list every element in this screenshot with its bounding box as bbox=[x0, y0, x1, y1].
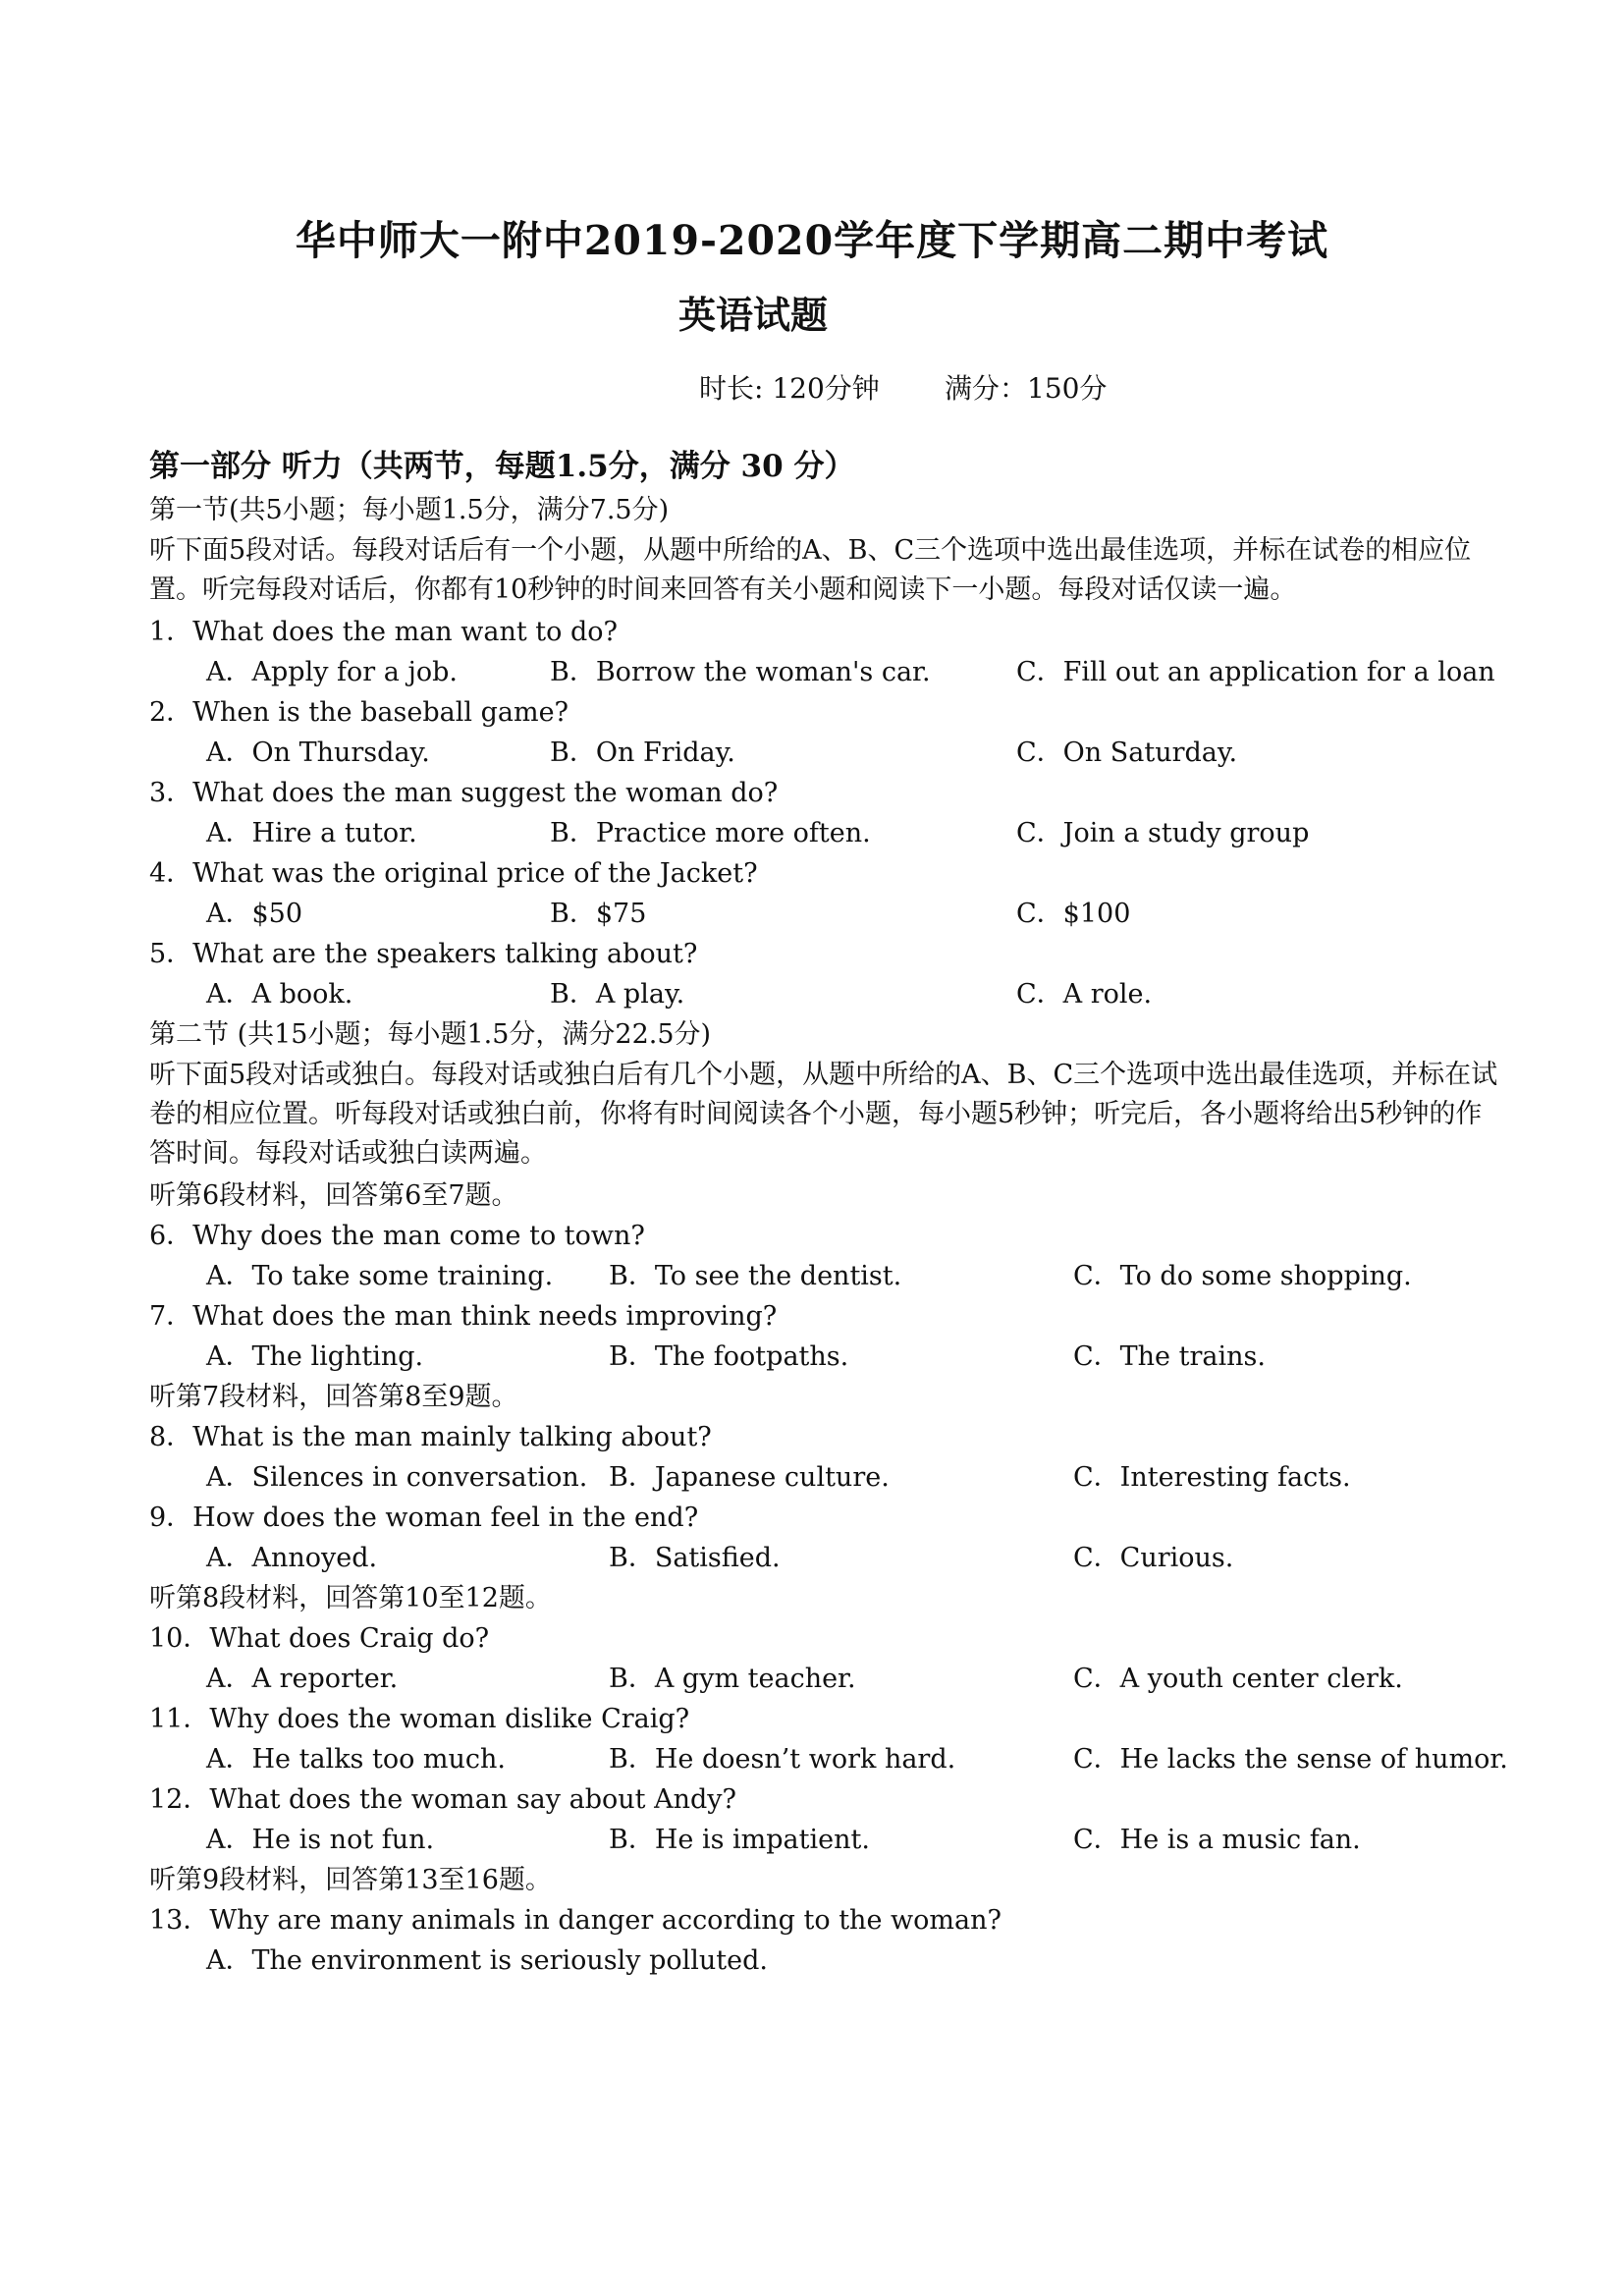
question-10: 10．What does Craig do? bbox=[149, 1623, 490, 1654]
q4-option-b: B．$75 bbox=[550, 899, 647, 929]
q5-option-b: B．A play. bbox=[550, 979, 685, 1010]
question-1: 1．What does the man want to do? bbox=[149, 617, 619, 647]
material-10-12: 听第8段材料，回答第10至12题。 bbox=[149, 1583, 552, 1613]
q4-option-a: A．$50 bbox=[206, 899, 303, 929]
q2-option-c: C．On Saturday. bbox=[1016, 738, 1238, 768]
q5-option-a: A．A book. bbox=[206, 979, 353, 1010]
exam-score: 满分：150分 bbox=[945, 372, 1108, 405]
exam-subject: 英语试题 bbox=[677, 293, 828, 337]
q9-option-a: A．Annoyed. bbox=[206, 1543, 378, 1573]
q11-option-b: B．He doesn’t work hard. bbox=[609, 1744, 956, 1775]
q3-option-c: C．Join a study group bbox=[1016, 818, 1310, 848]
q2-option-b: B．On Friday. bbox=[550, 738, 735, 768]
section2-instructions: 听下面5段对话或独白。每段对话或独白后有几个小题，从题中所给的A、B、C三个选项中选出最佳选项，并标在试卷的相应位置。听每段对话或独白前，你将有时间阅读各个小题，每小题5秒钟；听完后，各小题将给出5秒钟的作答时间。每段对话或独白读两遍。 bbox=[149, 1060, 1498, 1169]
q6-option-c: C．To do some shopping. bbox=[1073, 1261, 1412, 1291]
q2-option-a: A．On Thursday. bbox=[206, 738, 430, 768]
section1-heading: 第一节(共5小题；每小题1.5分，满分7.5分) bbox=[149, 495, 670, 525]
question-3: 3．What does the man suggest the woman do? bbox=[149, 778, 779, 808]
question-9: 9．How does the woman feel in the end? bbox=[149, 1503, 699, 1533]
section2-heading: 第二节 (共15小题；每小题1.5分，满分22.5分) bbox=[149, 1019, 712, 1050]
question-6: 6．Why does the man come to town? bbox=[149, 1221, 645, 1251]
q11-option-a: A．He talks too much. bbox=[206, 1744, 507, 1775]
q6-option-b: B．To see the dentist. bbox=[609, 1261, 902, 1291]
q12-option-c: C．He is a music fan. bbox=[1073, 1825, 1361, 1855]
q11-option-c: C．He lacks the sense of humor. bbox=[1073, 1744, 1508, 1775]
question-12: 12．What does the woman say about Andy? bbox=[149, 1784, 736, 1815]
q12-option-a: A．He is not fun. bbox=[206, 1825, 435, 1855]
section1-instructions: 听下面5段对话。每段对话后有一个小题，从题中所给的A、B、C三个选项中选出最佳选项，并标在试卷的相应位置。听完每段对话后，你都有10秒钟的时间来回答有关小题和阅读下一小题。每段对话仅读一遍。 bbox=[149, 535, 1472, 605]
question-5: 5．What are the speakers talking about? bbox=[149, 939, 698, 969]
q7-option-a: A．The lighting. bbox=[206, 1341, 424, 1372]
q7-option-c: C．The trains. bbox=[1073, 1341, 1266, 1372]
material-13-16: 听第9段材料，回答第13至16题。 bbox=[149, 1865, 552, 1895]
q5-option-c: C．A role. bbox=[1016, 979, 1153, 1010]
material-8-9: 听第7段材料，回答第8至9题。 bbox=[149, 1382, 518, 1412]
q10-option-c: C．A youth center clerk. bbox=[1073, 1664, 1403, 1694]
q8-option-a: A．Silences in conversation. bbox=[206, 1462, 588, 1493]
q7-option-b: B．The footpaths. bbox=[609, 1341, 849, 1372]
question-13: 13．Why are many animals in danger according to the woman? bbox=[149, 1905, 1001, 1936]
q6-option-a: A．To take some training. bbox=[206, 1261, 554, 1291]
q1-option-c: C．Fill out an application for a loan bbox=[1016, 657, 1495, 687]
q13-option-a: A．The environment is seriously polluted. bbox=[206, 1945, 768, 1976]
question-8: 8．What is the man mainly talking about? bbox=[149, 1422, 712, 1452]
part1-heading: 第一部分 听力（共两节，每题1.5分，满分 30 分） bbox=[149, 449, 855, 484]
q1-option-a: A．Apply for a job. bbox=[206, 657, 458, 687]
q9-option-c: C．Curious. bbox=[1073, 1543, 1234, 1573]
exam-duration: 时长: 120分钟 bbox=[699, 372, 880, 405]
q8-option-b: B．Japanese culture. bbox=[609, 1462, 890, 1493]
q1-option-b: B．Borrow the woman's car. bbox=[550, 657, 931, 687]
q10-option-b: B．A gym teacher. bbox=[609, 1664, 856, 1694]
material-6-7: 听第6段材料，回答第6至7题。 bbox=[149, 1180, 518, 1211]
question-4: 4．What was the original price of the Jacket? bbox=[149, 858, 758, 889]
q8-option-c: C．Interesting facts. bbox=[1073, 1462, 1351, 1493]
q3-option-a: A．Hire a tutor. bbox=[206, 818, 417, 848]
exam-title: 华中师大一附中2019-2020学年度下学期高二期中考试 bbox=[295, 217, 1329, 264]
q10-option-a: A．A reporter. bbox=[206, 1664, 399, 1694]
q4-option-c: C．$100 bbox=[1016, 899, 1131, 929]
q12-option-b: B．He is impatient. bbox=[609, 1825, 870, 1855]
q3-option-b: B．Practice more often. bbox=[550, 818, 871, 848]
q9-option-b: B．Satisfied. bbox=[609, 1543, 781, 1573]
question-7: 7．What does the man think needs improving? bbox=[149, 1301, 778, 1332]
question-11: 11．Why does the woman dislike Craig? bbox=[149, 1704, 690, 1734]
question-2: 2．When is the baseball game? bbox=[149, 697, 569, 728]
